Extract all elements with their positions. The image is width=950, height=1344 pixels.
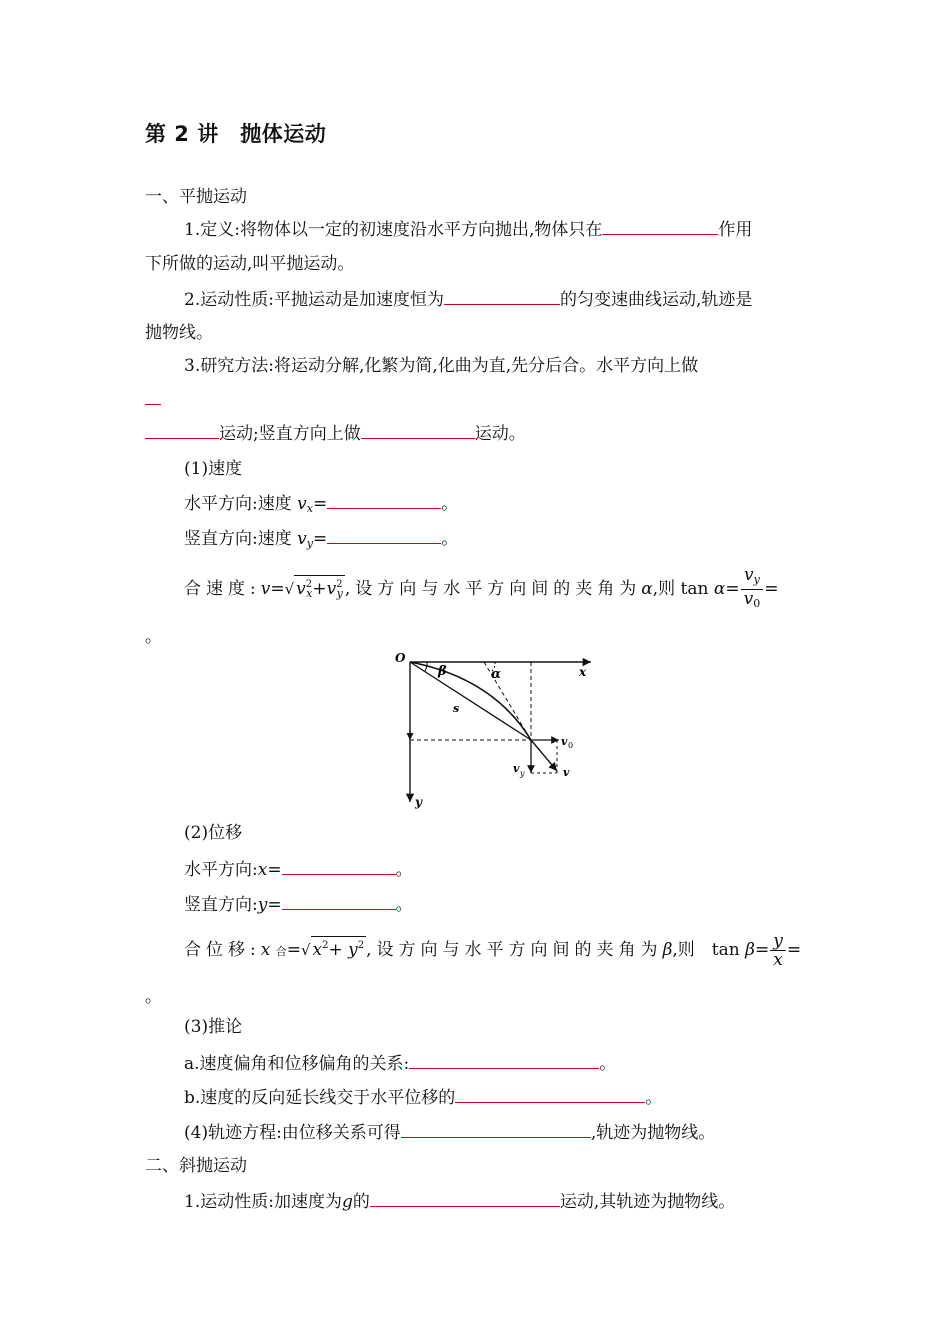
subheading-corollary: (3)推论 [184, 1017, 243, 1037]
text: 水平方向: [184, 860, 258, 880]
para-nature-cont: 抛物线。 [145, 323, 213, 343]
v-vector [531, 740, 557, 771]
text: 的匀变速曲线运动,轨迹是 [559, 290, 753, 310]
text: 的 [352, 1192, 370, 1212]
fill-blank[interactable] [145, 422, 219, 439]
fill-blank[interactable] [282, 893, 396, 910]
text: 作用 [718, 220, 753, 240]
text: 1.定义:将物体以一定的初速度沿水平方向抛出,物体只在 [184, 220, 603, 240]
text: ,则 tan [672, 940, 740, 960]
para-nature [184, 288, 752, 311]
text: 。 [441, 494, 459, 514]
projectile-diagram [393, 648, 613, 816]
fill-blank[interactable] [444, 288, 560, 305]
page-title: 第 2 讲 抛体运动 [145, 122, 327, 146]
trajectory-equation [184, 1121, 715, 1144]
section-heading-2: 二、斜抛运动 [145, 1156, 247, 1176]
fill-blank[interactable] [282, 858, 396, 875]
fill-blank[interactable] [327, 492, 441, 509]
text: 2.运动性质:平抛运动是加速度恒为 [184, 290, 444, 310]
text: (4)轨迹方程:由位移关系可得 [184, 1123, 401, 1143]
beta-label: β [438, 664, 447, 679]
text: a.速度偏角和位移偏角的关系: [184, 1054, 410, 1074]
displacement-line [410, 662, 531, 740]
text: ,设方向与水平方向间的夹角为 [344, 579, 642, 599]
fill-blank[interactable] [145, 388, 161, 405]
v-label: v [563, 766, 570, 779]
fill-blank[interactable] [370, 1190, 560, 1207]
y-axis-label: y [415, 795, 422, 809]
corollary-a [184, 1052, 616, 1075]
vy-line: 竖直方向:速度 $v_y=$ 。 [184, 529, 459, 550]
text: b.速度的反向延长线交于水平位移的 [184, 1088, 456, 1108]
text: 。 [395, 895, 413, 915]
text: 。 [645, 1088, 663, 1108]
text: 合位移: [184, 940, 261, 960]
x-line: 水平方向:x= 。 [184, 860, 413, 880]
fill-blank[interactable] [401, 1121, 591, 1138]
text: 水平方向:速度 [184, 494, 292, 514]
text: 竖直方向:速度 [184, 529, 292, 549]
text: 。 [599, 1054, 617, 1074]
fill-blank[interactable] [361, 422, 475, 439]
combined-displacement-line: 合位移:x 合=√ $x^2+ y^2$ ,设方向与水平方向间的夹角为β,则 tan β= $\frac{y}{x}$ = [184, 931, 802, 970]
x-axis-label: x [579, 665, 587, 679]
fill-blank[interactable] [409, 1052, 599, 1069]
combined-velocity-line: 合速度:v=√ $v^2_x+v^2_y$ ,设方向与水平方向间的夹角为α,则 tan α= $\frac{v_y}{v_0}$ = [184, 565, 779, 610]
vy-label: v [513, 762, 520, 775]
text: 1.运动性质:加速度为 [184, 1192, 342, 1212]
text: β [745, 940, 755, 960]
section-heading-1: 一、平抛运动 [145, 187, 247, 207]
text: g [341, 1192, 353, 1212]
oblique-nature [184, 1190, 735, 1213]
text: 。 [441, 529, 459, 549]
para-method-blank-stub [145, 388, 161, 411]
fill-blank[interactable] [327, 527, 441, 544]
text: 合速度: [184, 579, 261, 599]
text: ,轨迹为抛物线。 [590, 1123, 716, 1143]
text: 竖直方向: [184, 895, 258, 915]
alpha-label: α [491, 667, 502, 682]
text: 运动,其轨迹为抛物线。 [559, 1192, 736, 1212]
period-line: 。 [145, 627, 162, 647]
y-line: 竖直方向:y= 。 [184, 895, 413, 915]
text: ,设方向与水平方向间的夹角为 [366, 940, 663, 960]
para-method-cont [145, 422, 526, 445]
text: α [713, 579, 726, 599]
fill-blank[interactable] [602, 218, 718, 235]
v0-subscript: 0 [568, 741, 574, 750]
vx-line: 水平方向:速度 $v_x=$ 。 [184, 494, 459, 515]
vy-subscript: y [520, 769, 525, 778]
para-definition-cont: 下所做的运动,叫平抛运动。 [145, 254, 355, 274]
corollary-b [184, 1086, 662, 1109]
text: ,则 tan [652, 579, 709, 599]
origin-label: O [395, 651, 406, 665]
v0-label: v [561, 735, 568, 748]
displacement-label: s [453, 702, 460, 715]
para-method: 3.研究方法:将运动分解,化繁为简,化曲为直,先分后合。水平方向上做 [184, 356, 699, 376]
text: 。 [395, 860, 413, 880]
subheading-displacement: (2)位移 [184, 823, 243, 843]
beta-arc [425, 662, 427, 671]
text: β [662, 940, 673, 960]
subheading-velocity: (1)速度 [184, 459, 243, 479]
text: 运动;竖直方向上做 [219, 424, 361, 444]
text: α [641, 579, 653, 599]
fill-blank[interactable] [455, 1086, 645, 1103]
para-definition [184, 218, 752, 241]
period-line-2: 。 [145, 987, 162, 1007]
text: 运动。 [474, 424, 526, 444]
